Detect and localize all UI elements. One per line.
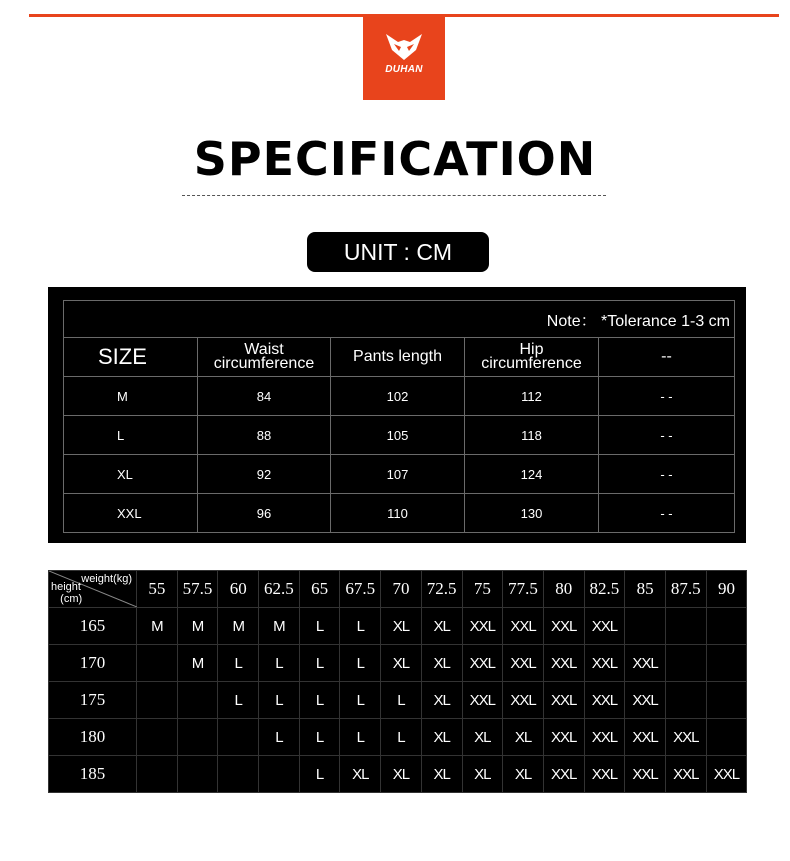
size-recommendation-cell: L — [340, 719, 381, 756]
header-hip-line1: Hip — [519, 341, 544, 358]
height-cell: 170 — [49, 645, 137, 682]
size-recommendation-cell: XL — [462, 719, 503, 756]
tolerance-note: Note： *Tolerance 1-3 cm — [64, 301, 735, 338]
size-recommendation-cell — [706, 608, 747, 645]
size-cell: XL — [64, 455, 198, 494]
size-recommendation-cell: XXL — [665, 719, 706, 756]
unit-badge: UNIT : CM — [307, 232, 489, 272]
size-recommendation-cell: XXL — [584, 756, 625, 793]
size-recommendation-cell: L — [218, 645, 259, 682]
table-row — [49, 608, 747, 645]
table-row — [49, 719, 747, 756]
size-recommendation-cell: XXL — [584, 608, 625, 645]
weight-header-cell: 55 — [137, 571, 178, 608]
size-recommendation-cell: XL — [421, 719, 462, 756]
size-recommendation-cell: XL — [381, 645, 422, 682]
weight-header-cell: 75 — [462, 571, 503, 608]
weight-height-table — [48, 570, 747, 793]
weight-header-cell: 72.5 — [421, 571, 462, 608]
size-recommendation-cell — [665, 645, 706, 682]
table-row — [49, 756, 747, 793]
hip-cell: 130 — [465, 494, 599, 533]
waist-cell: 96 — [198, 494, 331, 533]
header-pants-length: Pants length — [331, 338, 465, 377]
extra-cell: - - — [599, 455, 735, 494]
table-row — [64, 494, 735, 533]
size-recommendation-cell: XXL — [625, 719, 666, 756]
size-recommendation-cell: L — [259, 719, 300, 756]
size-recommendation-cell: L — [299, 719, 340, 756]
weight-header-cell: 60 — [218, 571, 259, 608]
size-recommendation-cell: L — [340, 645, 381, 682]
size-recommendation-cell — [177, 756, 218, 793]
size-recommendation-cell: XL — [421, 645, 462, 682]
waist-cell: 88 — [198, 416, 331, 455]
size-chart-header — [64, 338, 735, 377]
size-recommendation-cell: XXL — [503, 608, 544, 645]
size-recommendation-cell: XXL — [503, 682, 544, 719]
header-extra: -- — [599, 338, 735, 377]
size-recommendation-cell — [177, 719, 218, 756]
corner-cell — [49, 571, 137, 608]
weight-header-cell: 70 — [381, 571, 422, 608]
size-recommendation-cell: M — [177, 645, 218, 682]
size-recommendation-cell: XL — [421, 756, 462, 793]
size-recommendation-cell: M — [218, 608, 259, 645]
weight-header-cell: 85 — [625, 571, 666, 608]
size-recommendation-cell: XXL — [625, 645, 666, 682]
weight-header-cell: 62.5 — [259, 571, 300, 608]
table-row — [64, 377, 735, 416]
size-recommendation-cell — [218, 756, 259, 793]
size-recommendation-cell: XXL — [665, 756, 706, 793]
size-recommendation-cell: L — [381, 682, 422, 719]
size-recommendation-cell: L — [299, 608, 340, 645]
size-cell: XXL — [64, 494, 198, 533]
size-recommendation-cell: XXL — [543, 682, 584, 719]
height-cell: 180 — [49, 719, 137, 756]
height-text: height — [51, 581, 81, 593]
pants-cell: 107 — [331, 455, 465, 494]
size-chart-table — [63, 300, 735, 533]
size-recommendation-cell: M — [259, 608, 300, 645]
hip-cell: 112 — [465, 377, 599, 416]
size-recommendation-cell: XXL — [503, 645, 544, 682]
size-recommendation-cell: L — [299, 756, 340, 793]
extra-cell: - - — [599, 377, 735, 416]
size-recommendation-cell — [137, 756, 178, 793]
pants-cell: 105 — [331, 416, 465, 455]
size-recommendation-cell: L — [340, 608, 381, 645]
size-recommendation-cell — [137, 682, 178, 719]
waist-cell: 92 — [198, 455, 331, 494]
size-recommendation-cell — [706, 682, 747, 719]
size-recommendation-cell: XL — [503, 756, 544, 793]
size-recommendation-cell — [137, 645, 178, 682]
size-recommendation-cell — [218, 719, 259, 756]
size-recommendation-cell: XXL — [584, 645, 625, 682]
weight-header-cell: 90 — [706, 571, 747, 608]
size-recommendation-cell: L — [381, 719, 422, 756]
size-recommendation-cell: XXL — [462, 608, 503, 645]
weight-unit: (kg) — [113, 573, 132, 585]
size-recommendation-cell — [706, 645, 747, 682]
fox-head-icon — [384, 32, 424, 62]
size-recommendation-cell: XL — [503, 719, 544, 756]
weight-header-cell: 65 — [299, 571, 340, 608]
size-recommendation-cell: XL — [462, 756, 503, 793]
table-row — [49, 682, 747, 719]
table-row — [64, 416, 735, 455]
size-recommendation-cell: L — [299, 645, 340, 682]
weight-header-cell: 57.5 — [177, 571, 218, 608]
height-cell: 165 — [49, 608, 137, 645]
size-recommendation-cell: M — [137, 608, 178, 645]
height-label — [51, 581, 82, 605]
size-recommendation-cell: XXL — [625, 756, 666, 793]
size-recommendation-cell — [665, 682, 706, 719]
height-cell: 185 — [49, 756, 137, 793]
size-cell: M — [64, 377, 198, 416]
pants-cell: 110 — [331, 494, 465, 533]
size-recommendation-cell: L — [218, 682, 259, 719]
size-recommendation-cell — [259, 756, 300, 793]
size-recommendation-cell: L — [259, 682, 300, 719]
size-recommendation-cell: XXL — [625, 682, 666, 719]
size-recommendation-cell — [665, 608, 706, 645]
size-recommendation-cell: XL — [381, 756, 422, 793]
height-cell: 175 — [49, 682, 137, 719]
size-recommendation-cell — [625, 608, 666, 645]
table-row — [64, 455, 735, 494]
size-cell: L — [64, 416, 198, 455]
extra-cell: - - — [599, 416, 735, 455]
size-recommendation-cell: XXL — [584, 719, 625, 756]
extra-cell: - - — [599, 494, 735, 533]
size-recommendation-cell: XL — [421, 608, 462, 645]
size-recommendation-cell: XXL — [543, 645, 584, 682]
size-recommendation-cell: XXL — [462, 645, 503, 682]
brand-logo — [363, 14, 445, 100]
size-recommendation-cell: XXL — [462, 682, 503, 719]
header-hip — [465, 338, 599, 377]
hip-cell: 118 — [465, 416, 599, 455]
weight-header-cell: 87.5 — [665, 571, 706, 608]
weight-header-cell: 82.5 — [584, 571, 625, 608]
size-recommendation-cell: XXL — [543, 719, 584, 756]
height-unit: (cm) — [60, 593, 83, 605]
hip-cell: 124 — [465, 455, 599, 494]
size-recommendation-cell — [177, 682, 218, 719]
header-hip-line2: circumference — [481, 355, 582, 372]
weight-label — [81, 573, 132, 585]
waist-cell: 84 — [198, 377, 331, 416]
size-recommendation-cell: L — [299, 682, 340, 719]
weight-header-cell: 80 — [543, 571, 584, 608]
size-recommendation-cell: XL — [381, 608, 422, 645]
size-recommendation-cell — [706, 719, 747, 756]
size-recommendation-cell: XXL — [543, 756, 584, 793]
weight-header-cell: 67.5 — [340, 571, 381, 608]
weight-text: weight — [81, 573, 114, 585]
header-waist — [198, 338, 331, 377]
page-title: SPECIFICATION — [193, 132, 597, 186]
size-recommendation-cell: L — [259, 645, 300, 682]
table-row — [49, 645, 747, 682]
size-recommendation-cell: XXL — [706, 756, 747, 793]
title-underline — [182, 195, 606, 196]
brand-name: DUHAN — [385, 64, 423, 75]
size-recommendation-cell: L — [340, 682, 381, 719]
size-recommendation-cell: XXL — [543, 608, 584, 645]
size-recommendation-cell: XL — [340, 756, 381, 793]
weight-header-cell: 77.5 — [503, 571, 544, 608]
header-waist-line1: Waist — [244, 341, 284, 358]
weight-header-row — [49, 571, 747, 608]
size-recommendation-cell: XXL — [584, 682, 625, 719]
size-recommendation-cell — [137, 719, 178, 756]
size-recommendation-cell: XL — [421, 682, 462, 719]
pants-cell: 102 — [331, 377, 465, 416]
header-size: SIZE — [64, 338, 198, 377]
size-recommendation-cell: M — [177, 608, 218, 645]
header-waist-line2: circumference — [213, 355, 315, 372]
